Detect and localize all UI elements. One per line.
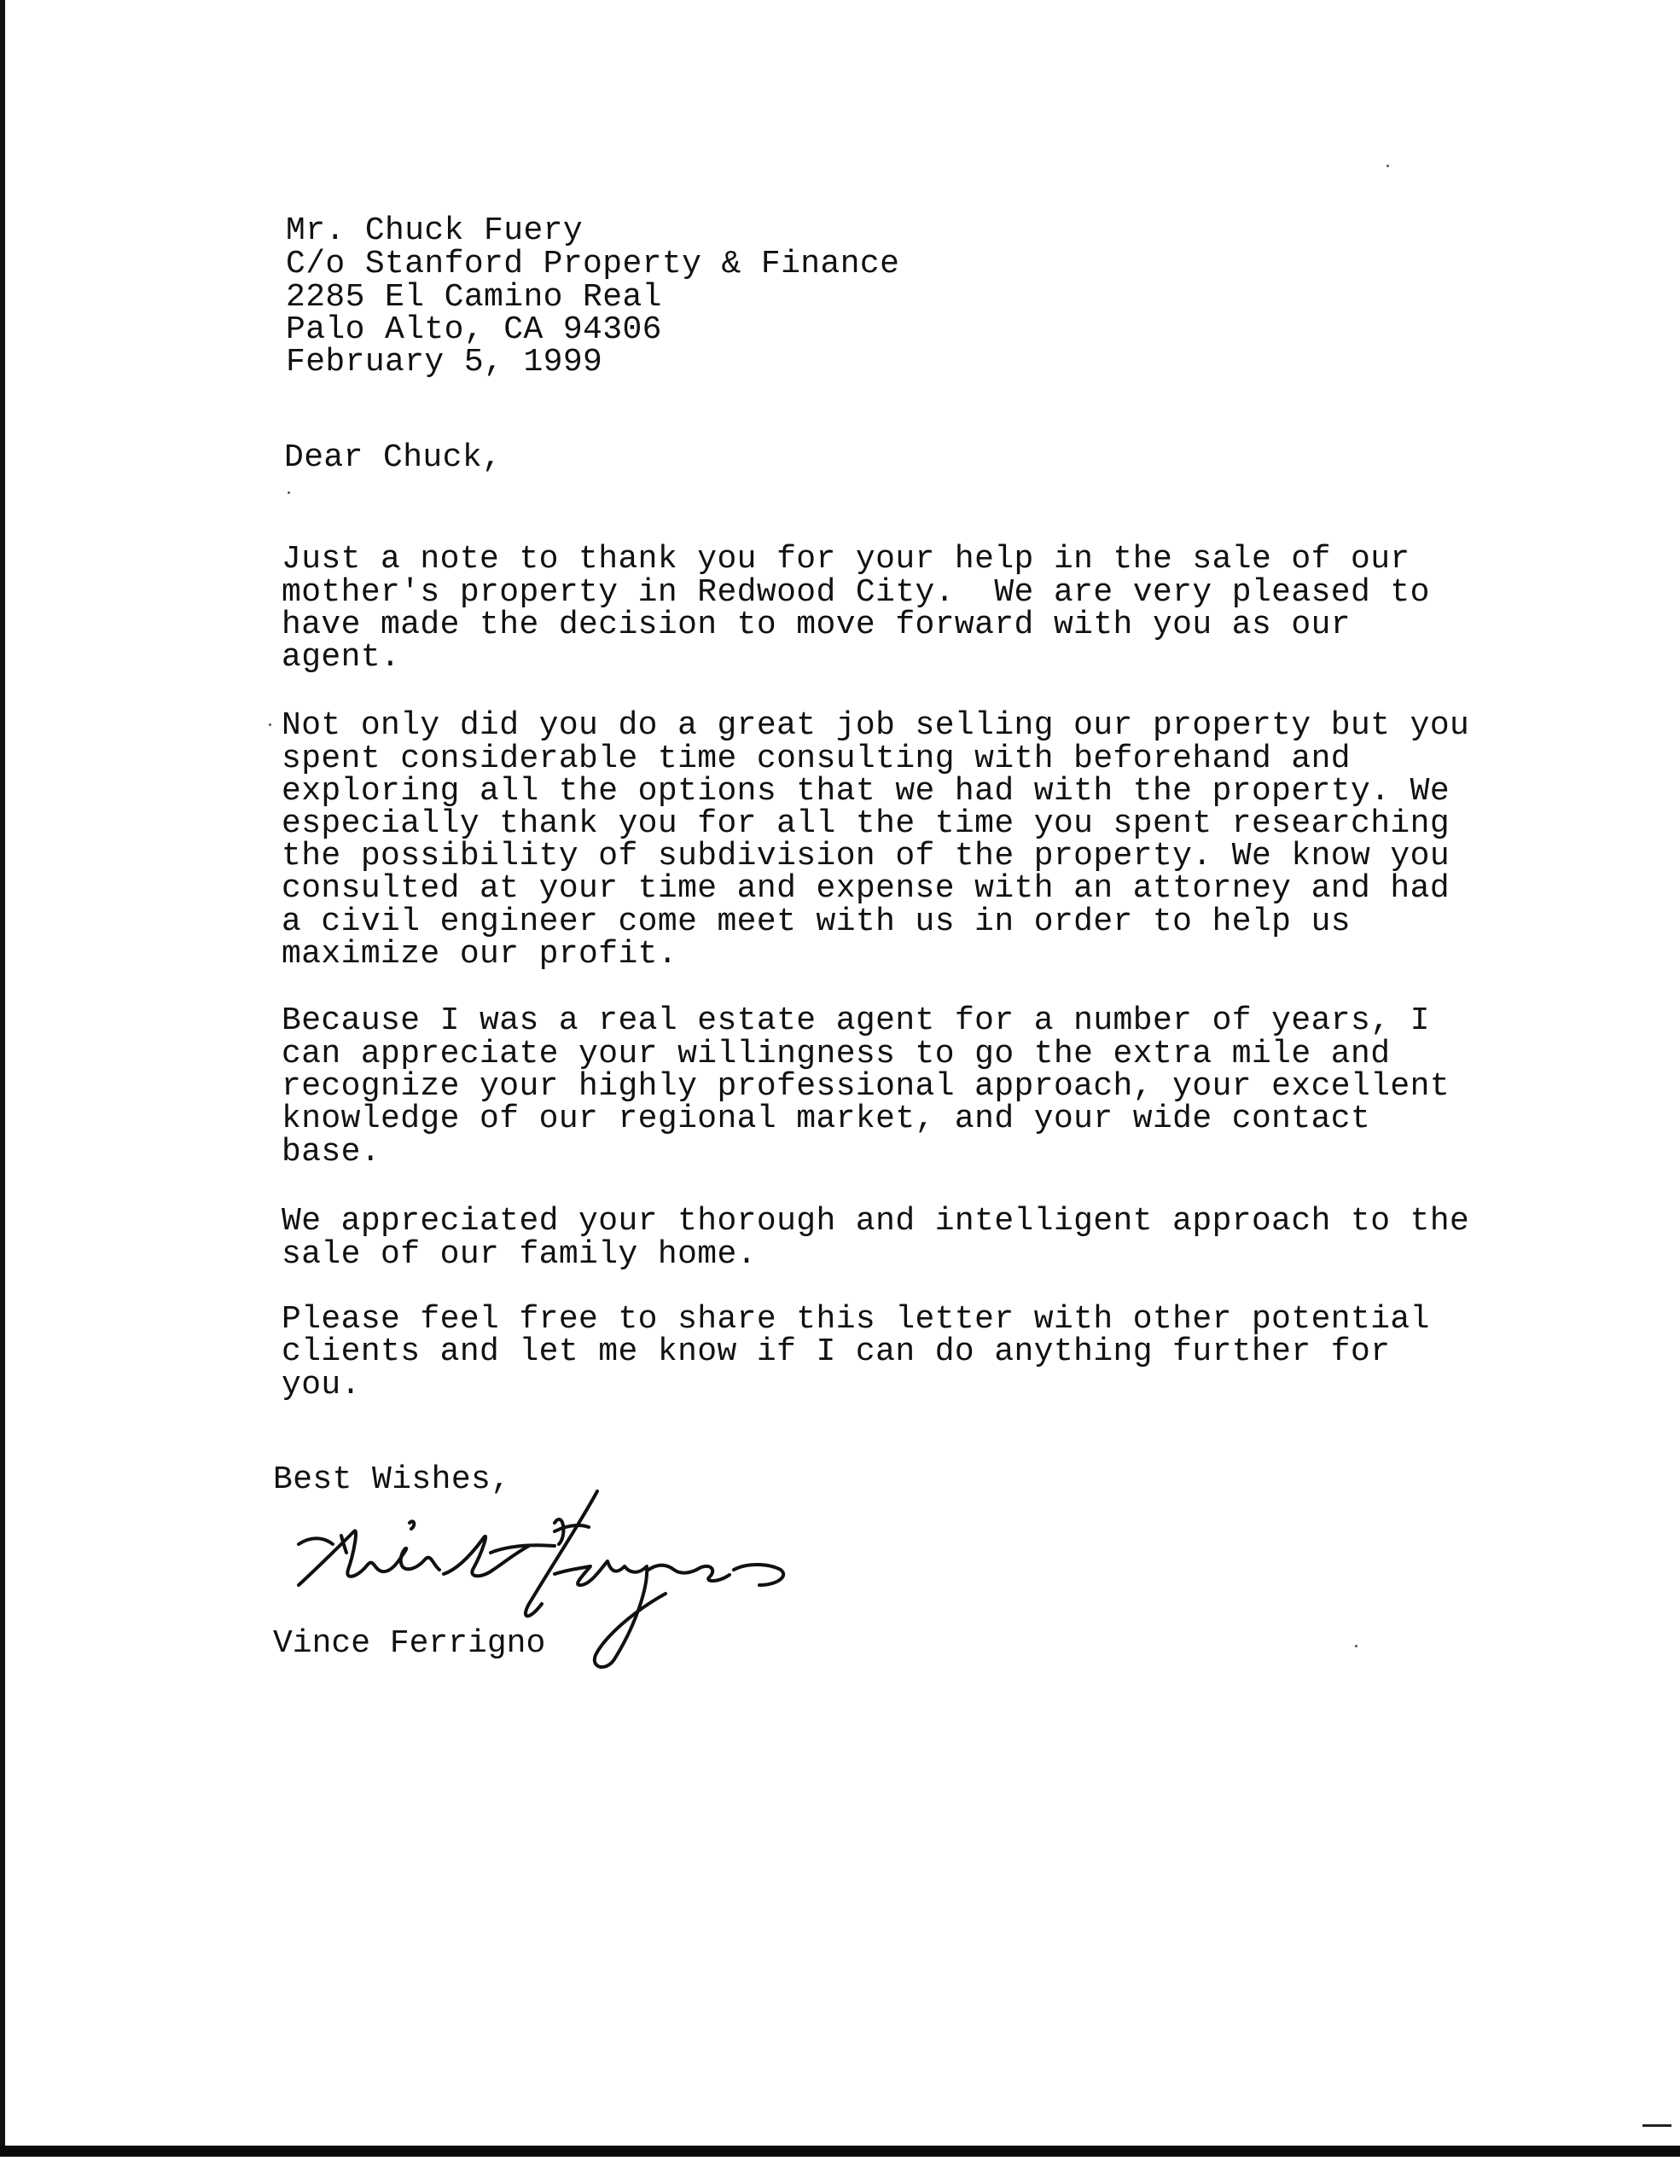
scan-speck — [288, 491, 290, 494]
paragraph-line: you. — [282, 1367, 361, 1403]
scan-bottom-edge — [0, 2146, 1680, 2157]
paragraph-line: agent. — [282, 639, 401, 676]
scan-corner-mark — [1642, 2124, 1671, 2127]
signer-name: Vince Ferrigno — [273, 1625, 546, 1662]
salutation: Dear Chuck, — [284, 439, 503, 476]
paragraph-line: especially thank you for all the time you spent researching — [282, 805, 1450, 842]
paragraph-line: the possibility of subdivision of the property. We know you — [282, 838, 1450, 874]
scan-speck — [1386, 165, 1389, 167]
paragraph-line: mother's property in Redwood City. We are very pleased to — [282, 574, 1430, 611]
paragraph-line: Just a note to thank you for your help in the sale of our — [282, 541, 1410, 578]
scan-speck — [1355, 1645, 1357, 1647]
paragraph-line: can appreciate your willingness to go the extra mile and — [282, 1036, 1391, 1072]
paragraph-line: clients and let me know if I can do anything further for — [282, 1333, 1391, 1370]
closing: Best Wishes, — [273, 1461, 511, 1498]
paragraph-line: We appreciated your thorough and intelligent approach to the — [282, 1203, 1470, 1240]
scan-speck — [269, 723, 271, 726]
paragraph-line: consulted at your time and expense with an attorney and had — [282, 870, 1450, 907]
recipient-name: Mr. Chuck Fuery — [286, 212, 584, 249]
paragraph-line: exploring all the options that we had with the property. We — [282, 773, 1450, 810]
paragraph-line: Please feel free to share this letter with other potential — [282, 1301, 1430, 1338]
recipient-city: Palo Alto, CA 94306 — [286, 311, 662, 348]
paragraph-line: base. — [282, 1134, 381, 1170]
recipient-company: C/o Stanford Property & Finance — [286, 246, 900, 282]
paragraph-line: spent considerable time consulting with beforehand and — [282, 741, 1351, 777]
paragraph-line: maximize our profit. — [282, 936, 678, 973]
paragraph-line: have made the decision to move forward with you as our — [282, 607, 1351, 643]
letter-date: February 5, 1999 — [286, 344, 603, 380]
scan-left-edge — [0, 0, 5, 2146]
paragraph-line: knowledge of our regional market, and your wide contact — [282, 1101, 1371, 1137]
recipient-street: 2285 El Camino Real — [286, 279, 662, 316]
paragraph-line: sale of our family home. — [282, 1236, 757, 1273]
paragraph-line: Not only did you do a great job selling our property but you — [282, 707, 1470, 744]
paragraph-line: a civil engineer come meet with us in order to help us — [282, 903, 1351, 940]
paragraph-line: recognize your highly professional approach, your excellent — [282, 1068, 1450, 1105]
paragraph-line: Because I was a real estate agent for a number of years, I — [282, 1002, 1430, 1039]
